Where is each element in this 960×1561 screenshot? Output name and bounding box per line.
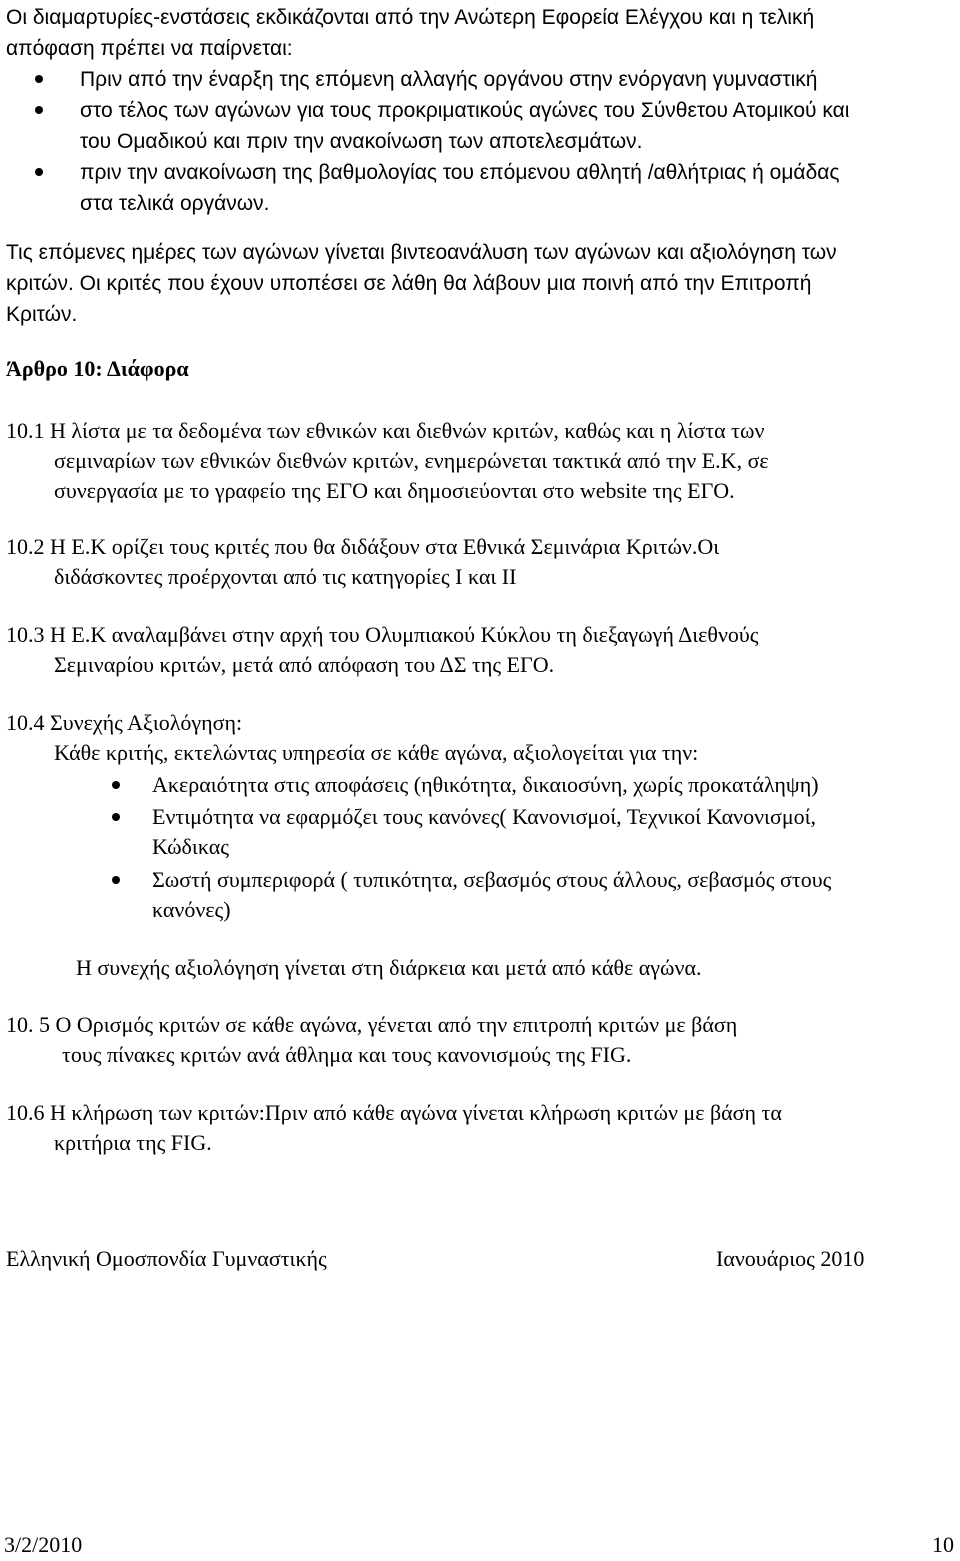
video-analysis-line-3: Κριτών. [6, 303, 78, 326]
section-10-6-line-2: κριτήρια της FIG. [54, 1130, 212, 1155]
intro-bullet-3-line-1: πριν την ανακοίνωση της βαθμολογίας του επόμενου αθλητή /αθλήτριας ή ομάδας [80, 161, 840, 184]
criteria-bullet-item [152, 802, 831, 865]
section-10-4-intro: Κάθε κριτής, εκτελώντας υπηρεσία σε κάθε αγώνα, αξιολογείται για την: [54, 740, 699, 765]
bullet-icon [35, 168, 43, 176]
section-10-6 [6, 1098, 782, 1158]
signature-date: Ιανουάριος 2010 [716, 1246, 865, 1271]
bullet-icon [112, 813, 120, 821]
section-10-2-line-1: 10.2 Η Ε.Κ ορίζει τους κριτές που θα διδάξουν στα Εθνικά Σεμινάρια Κριτών.Οι [6, 534, 720, 559]
section-10-4-bullet-list [152, 770, 831, 927]
intro-bullet-item [80, 157, 849, 219]
intro-line-2: απόφαση πρέπει να παίρνεται: [6, 37, 293, 60]
intro-bullet-3-line-2: στα τελικά οργάνων. [80, 192, 270, 215]
criteria-3-line-2: κανόνες) [152, 897, 231, 922]
section-10-1-line-3: συνεργασία με το γραφείο της ΕΓΟ και δημοσιεύονται στο website της ΕΓΟ. [54, 478, 735, 503]
footer-date: 3/2/2010 [4, 1532, 83, 1557]
intro-bullet-list [80, 64, 849, 219]
section-10-4-closing: Η συνεχής αξιολόγηση γίνεται στη διάρκεια και μετά από κάθε αγώνα. [76, 955, 702, 980]
signature-organization: Ελληνική Ομοσπονδία Γυμναστικής [6, 1246, 327, 1271]
criteria-2-line-2: Κώδικας [152, 834, 229, 859]
criteria-3-line-1: Σωστή συμπεριφορά ( τυπικότητα, σεβασμός στους άλλους, σεβασμός στους [152, 867, 832, 892]
section-10-2 [6, 532, 719, 592]
section-10-3 [6, 620, 759, 680]
footer-page-number: 10 [932, 1532, 954, 1557]
section-10-2-line-2: διδάσκοντες προέρχονται από τις κατηγορίες Ι και ΙΙ [54, 564, 517, 589]
section-10-1-line-1: 10.1 Η λίστα με τα δεδομένα των εθνικών και διεθνών κριτών, καθώς και η λίστα των [6, 418, 765, 443]
article-heading: Άρθρο 10: Διάφορα [6, 356, 189, 381]
section-10-5-line-1: 10. 5 Ο Ορισμός κριτών σε κάθε αγώνα, γένεται από την επιτροπή κριτών με βάση [6, 1012, 738, 1037]
section-10-5 [6, 1010, 737, 1070]
intro-bullet-1-line-1: Πριν από την έναρξη της επόμενη αλλαγής οργάνου στην ενόργανη γυμναστική [80, 68, 818, 91]
bullet-icon [112, 876, 120, 884]
section-10-1 [6, 416, 769, 506]
section-10-3-line-2: Σεμιναρίου κριτών, μετά από απόφαση του ΔΣ της ΕΓΟ. [54, 652, 555, 677]
section-10-6-line-1: 10.6 Η κλήρωση των κριτών:Πριν από κάθε αγώνα γίνεται κλήρωση κριτών με βάση τα [6, 1100, 782, 1125]
section-10-4-header [6, 708, 698, 768]
criteria-bullet-item [152, 865, 831, 927]
section-10-1-line-2: σεμιναρίων των εθνικών διεθνών κριτών, ενημερώνεται τακτικά από την Ε.Κ, σε [54, 448, 769, 473]
criteria-bullet-item [152, 770, 831, 802]
section-10-3-line-1: 10.3 Η Ε.Κ αναλαμβάνει στην αρχή του Ολυμπιακού Κύκλου τη διεξαγωγή Διεθνούς [6, 622, 759, 647]
video-analysis-paragraph [6, 237, 837, 330]
bullet-icon [35, 106, 43, 114]
intro-bullet-2-line-2: του Ομαδικού και πριν την ανακοίνωση των αποτελεσμάτων. [80, 130, 643, 153]
video-analysis-line-1: Τις επόμενες ημέρες των αγώνων γίνεται βιντεοανάλυση των αγώνων και αξιολόγηση των [6, 241, 837, 264]
intro-bullet-item [80, 64, 849, 95]
intro-bullet-2-line-1: στο τέλος των αγώνων για τους προκριματικούς αγώνες του Σύνθετου Ατομικού και [80, 99, 850, 122]
intro-paragraph [6, 2, 814, 64]
video-analysis-line-2: κριτών. Οι κριτές που έχουν υποπέσει σε λάθη θα λάβουν μια ποινή από την Επιτροπή [6, 272, 812, 295]
intro-line-1: Οι διαμαρτυρίες-ενστάσεις εκδικάζονται από την Ανώτερη Εφορεία Ελέγχου και η τελική [6, 6, 815, 29]
bullet-icon [112, 781, 120, 789]
section-10-4-title: 10.4 Συνεχής Αξιολόγηση: [6, 710, 243, 735]
intro-bullet-item [80, 95, 849, 157]
section-10-5-line-2: τους πίνακες κριτών ανά άθλημα και τους κανονισμούς της FIG. [62, 1042, 632, 1067]
criteria-2-line-1: Εντιμότητα να εφαρμόζει τους κανόνες( Κανονισμοί, Τεχνικοί Κανονισμοί, [152, 804, 817, 829]
criteria-1-line-1: Ακεραιότητα στις αποφάσεις (ηθικότητα, δικαιοσύνη, χωρίς προκατάληψη) [152, 772, 819, 797]
bullet-icon [35, 75, 43, 83]
